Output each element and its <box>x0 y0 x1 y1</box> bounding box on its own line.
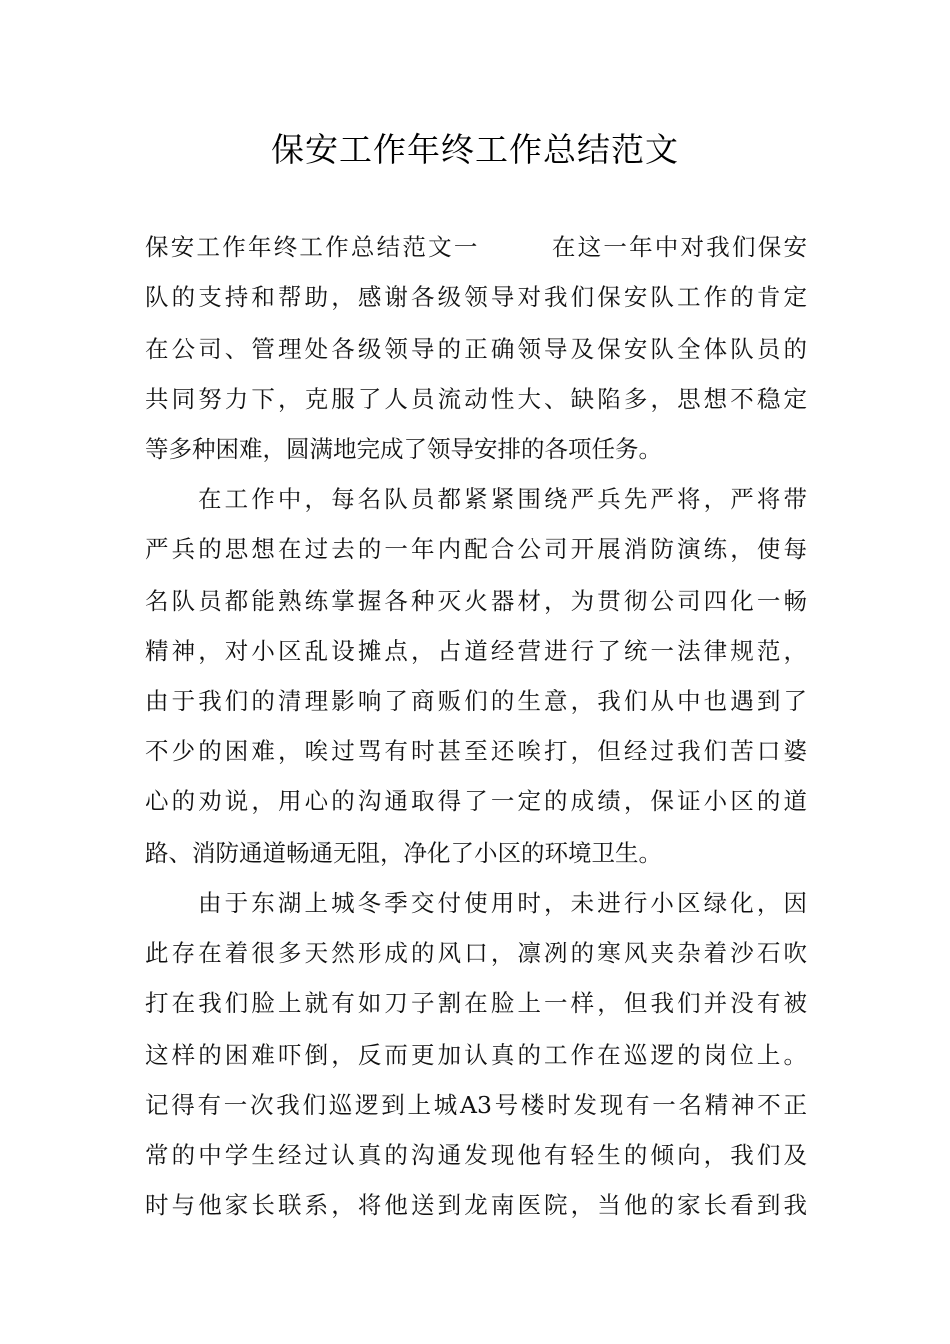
paragraph-line: 这样的困难吓倒，反而更加认真的工作在巡逻的岗位上。 <box>145 1041 807 1069</box>
paragraph-line: 由于我们的清理影响了商贩们的生意，我们从中也遇到了 <box>145 687 807 715</box>
paragraph-line: 打在我们脸上就有如刀子割在脸上一样，但我们并没有被 <box>145 989 807 1017</box>
section-heading: 保安工作年终工作总结范文一 <box>145 233 480 261</box>
paragraph-line: 精神，对小区乱设摊点，占道经营进行了统一法律规范， <box>145 637 807 665</box>
paragraph-line <box>145 222 807 272</box>
paragraph-line: 不少的困难，唉过骂有时甚至还唉打，但经过我们苦口婆 <box>145 737 807 765</box>
paragraph-line: 由于东湖上城冬季交付使用时，未进行小区绿化，因 <box>198 889 807 917</box>
paragraph-line: 名队员都能熟练掌握各种灭火器材，为贯彻公司四化一畅 <box>145 587 807 615</box>
paragraph-line: 时与他家长联系，将他送到龙南医院，当他的家长看到我 <box>145 1191 807 1219</box>
paragraph-line: 心的劝说，用心的沟通取得了一定的成绩，保证小区的道 <box>145 787 807 815</box>
paragraph-text: 在这一年中对我们保安 <box>549 233 807 261</box>
paragraph-line: 在公司、管理处各级领导的正确领导及保安队全体队员的 <box>145 335 807 363</box>
paragraph-line: 记得有一次我们巡逻到上城A3号楼时发现有一名精神不正 <box>145 1091 807 1119</box>
paragraph-line: 队的支持和帮助，感谢各级领导对我们保安队工作的肯定 <box>145 283 807 311</box>
paragraph-line: 常的中学生经过认真的沟通发现他有轻生的倾向，我们及 <box>145 1141 807 1169</box>
paragraph-line: 严兵的思想在过去的一年内配合公司开展消防演练，使每 <box>145 535 807 563</box>
paragraph-line: 在工作中，每名队员都紧紧围绕严兵先严将，严将带 <box>198 485 807 513</box>
paragraph-line: 此存在着很多天然形成的风口，凛冽的寒风夹杂着沙石吹 <box>145 939 807 967</box>
paragraph-line: 路、消防通道畅通无阻，净化了小区的环境卫生。 <box>145 839 662 867</box>
paragraph-line: 等多种困难，圆满地完成了领导安排的各项任务。 <box>145 435 662 463</box>
document-title: 保安工作年终工作总结范文 <box>271 130 679 169</box>
paragraph-line: 共同努力下，克服了人员流动性大、缺陷多，思想不稳定 <box>145 385 807 413</box>
